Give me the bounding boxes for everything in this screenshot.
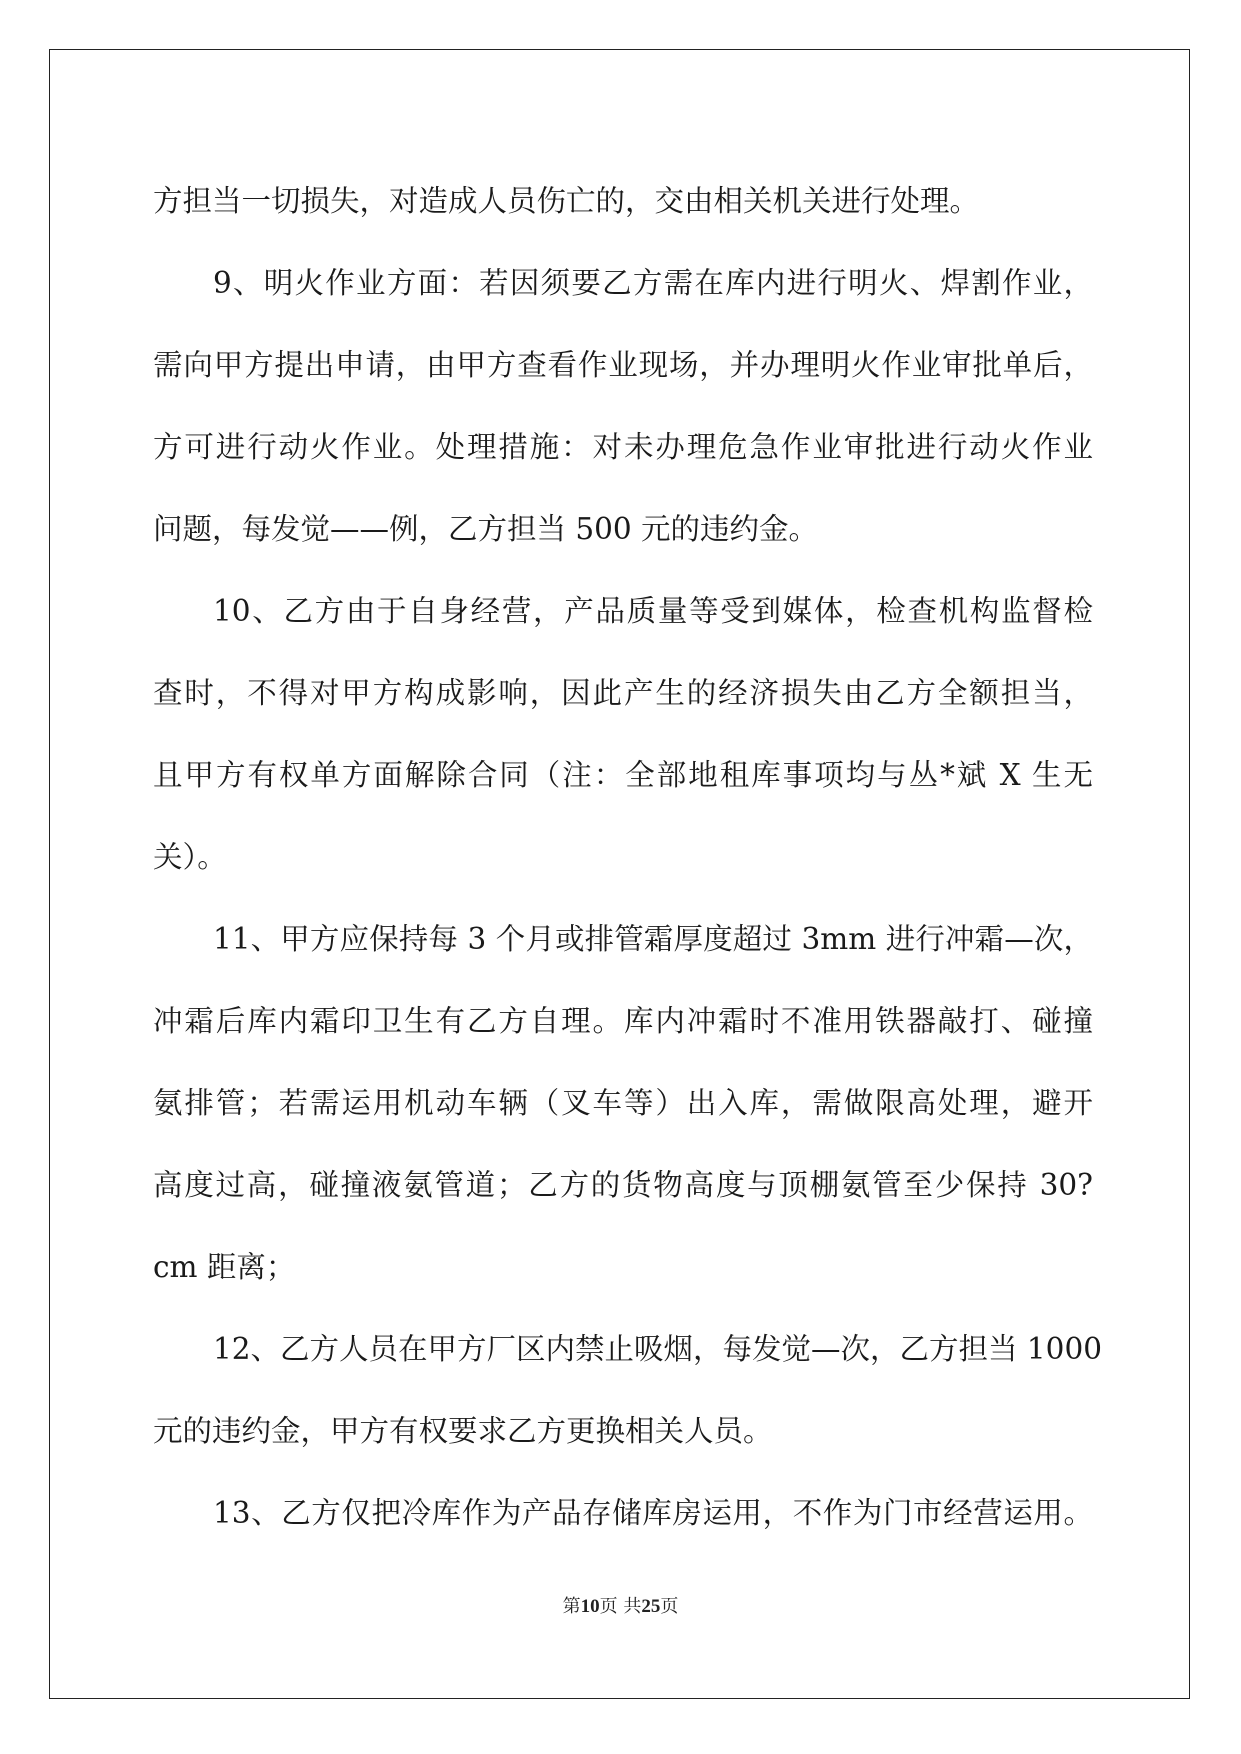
text-line: 问题，每发觉——例，乙方担当 500 元的违约金。 [153, 512, 819, 546]
text-line: 13、乙方仅把冷库作为产品存储库房运用，不作为门市经营运用。 [213, 1496, 1093, 1530]
text-line: 11、甲方应保持每 3 个月或排管霜厚度超过 3mm 进行冲霜—次， [213, 922, 1093, 956]
text-line: 需向甲方提出申请，由甲方查看作业现场，并办理明火作业审批单后， [153, 348, 1093, 382]
text-line: 方担当一切损失，对造成人员伤亡的，交由相关机关进行处理。 [153, 184, 980, 218]
current-page-number: 10 [580, 1596, 600, 1617]
text-line: cm 距离； [153, 1250, 296, 1284]
text-line: 查时，不得对甲方构成影响，因此产生的经济损失由乙方全额担当， [153, 676, 1093, 710]
text-line: 关）。 [153, 840, 227, 874]
footer-prefix: 第 [562, 1596, 581, 1617]
text-line: 12、乙方人员在甲方厂区内禁止吸烟，每发觉—次，乙方担当 1000 [213, 1332, 1102, 1366]
total-page-count: 25 [641, 1596, 661, 1617]
text-line: 冲霜后库内霜印卫生有乙方自理。库内冲霜时不准用铁器敲打、碰撞 [153, 1004, 1093, 1038]
page-footer [0, 1592, 1241, 1618]
document-body [153, 160, 1102, 1554]
text-line: 9、明火作业方面：若因须要乙方需在库内进行明火、焊割作业， [213, 266, 1093, 300]
text-line: 氨排管；若需运用机动车辆（叉车等）出入库，需做限高处理，避开 [153, 1086, 1093, 1120]
text-line: 方可进行动火作业。处理措施：对未办理危急作业审批进行动火作业 [153, 430, 1093, 464]
footer-suffix: 页 [660, 1596, 679, 1617]
text-line: 10、乙方由于自身经营，产品质量等受到媒体，检查机构监督检 [213, 594, 1093, 628]
text-line: 元的违约金，甲方有权要求乙方更换相关人员。 [153, 1414, 773, 1448]
footer-middle: 页 共 [599, 1596, 642, 1617]
text-line: 且甲方有权单方面解除合同（注：全部地租库事项均与丛*斌 X 生无 [153, 758, 1093, 792]
text-line: 高度过高，碰撞液氨管道；乙方的货物高度与顶棚氨管至少保持 30? [153, 1168, 1093, 1202]
